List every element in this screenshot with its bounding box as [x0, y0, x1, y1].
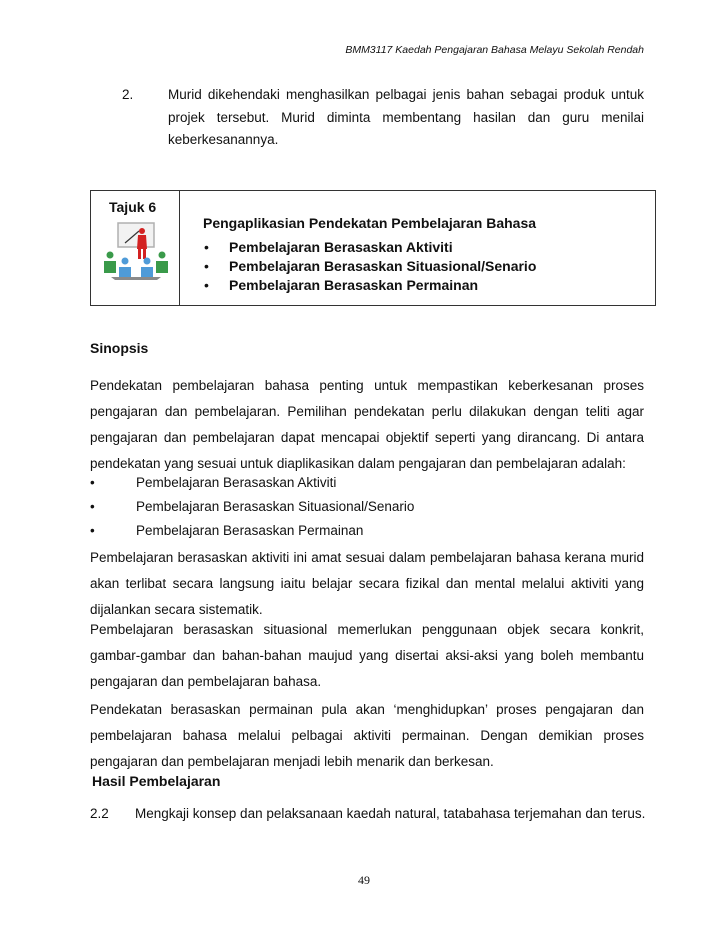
page-number: 49 [358, 873, 370, 887]
sinopsis-paragraph-1: Pendekatan pembelajaran bahasa penting untuk mempastikan keberkesanan proses pengajaran dan pembelajaran. Pemilihan pendekatan perlu dilakukan dengan teliti agar pengajaran dan pembelajaran dapat mencapai objektif seperti yang dirancang. Di antara pendekatan yang sesuai untuk diaplikasikan dalam pengajaran dan pembelajaran adalah: [90, 378, 644, 471]
sinopsis-paragraph-2: Pembelajaran berasaskan aktiviti ini amat sesuai dalam pembelajaran bahasa kerana murid akan terlibat secara langsung iaitu belajar secara fizikal dan mental melalui aktiviti yang dijalankan secara sistematik. [90, 550, 644, 617]
intro-item-text: Murid dikehendaki menghasilkan pelbagai jenis bahan sebagai produk untuk projek tersebut. Murid diminta membentang hasilan dan guru menilai keberkesanannya. [168, 87, 644, 147]
topic-list [203, 238, 536, 295]
hasil-item-number: 2.2 [90, 806, 109, 821]
sinopsis-bullet: • Pembelajaran Berasaskan Permainan [90, 519, 414, 543]
topic-label: Tajuk 6 [109, 199, 157, 215]
sinopsis-bullet-list [90, 471, 414, 543]
sinopsis-bullet: • Pembelajaran Berasaskan Situasional/Senario [90, 495, 414, 519]
topic-list-item: • Pembelajaran Berasaskan Permainan [203, 276, 536, 295]
classroom-presenter-icon [101, 221, 171, 281]
topic-left-cell [91, 191, 180, 305]
running-header: BMM3117 Kaedah Pengajaran Bahasa Melayu Sekolah Rendah [345, 44, 644, 56]
sinopsis-bullet: • Pembelajaran Berasaskan Aktiviti [90, 471, 414, 495]
intro-item-number: 2. [122, 87, 134, 102]
topic-list-item: • Pembelajaran Berasaskan Situasional/Senario [203, 257, 536, 276]
hasil-heading: Hasil Pembelajaran [92, 773, 221, 789]
topic-box [90, 190, 656, 306]
topic-title: Pengaplikasian Pendekatan Pembelajaran Bahasa [203, 215, 537, 231]
sinopsis-paragraph-4: Pendekatan berasaskan permainan pula akan ‘menghidupkan’ proses pengajaran dan pembelajaran bahasa melalui pelbagai aktiviti permainan. Dengan demikian proses pengajaran dan pembelajaran menjadi lebih menarik dan berkesan. [90, 702, 644, 769]
hasil-item-text: Mengkaji konsep dan pelaksanaan kaedah natural, tatabahasa terjemahan dan terus. [135, 806, 646, 821]
sinopsis-paragraph-3: Pembelajaran berasaskan situasional memerlukan penggunaan objek secara konkrit, gambar-gambar dan bahan-bahan maujud yang disertai aksi-aksi yang boleh membantu pengajaran dan pembelajaran bahasa. [90, 622, 644, 689]
sinopsis-heading: Sinopsis [90, 340, 149, 356]
topic-list-item: • Pembelajaran Berasaskan Aktiviti [203, 238, 536, 257]
